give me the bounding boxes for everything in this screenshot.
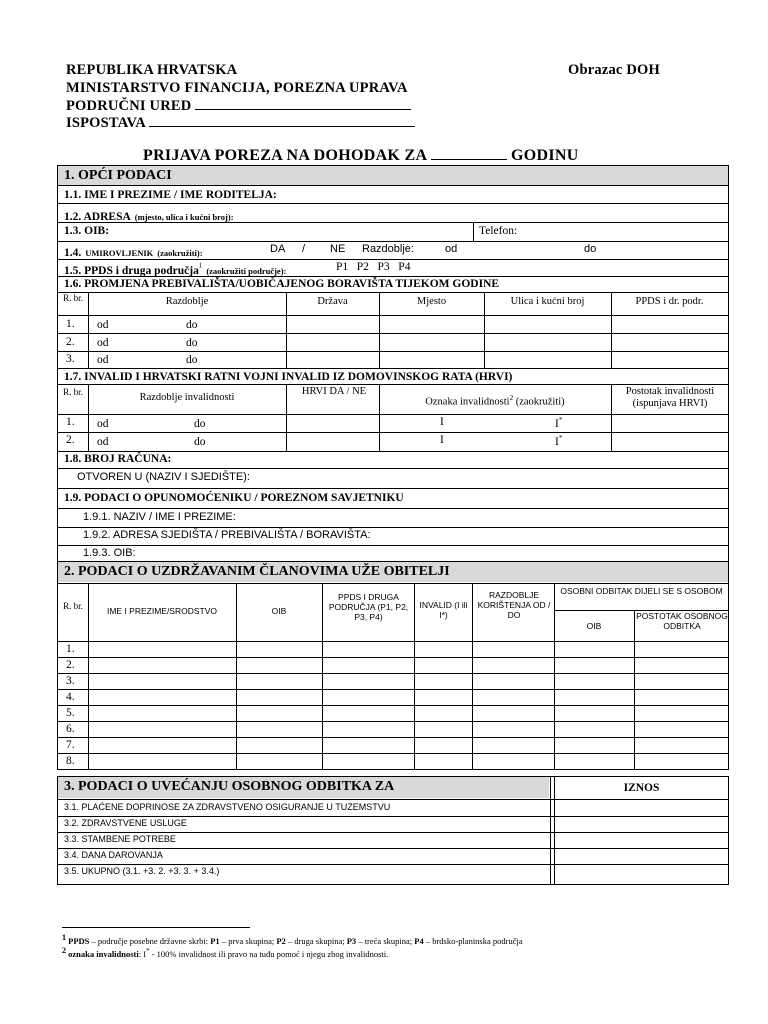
row-number: 2. [66, 659, 75, 671]
divider [57, 641, 729, 642]
row-do-label: do [186, 354, 198, 366]
fn1-text: – područje posebne državne skrbi: [89, 935, 211, 946]
col-header-razdoblje-koristenja: RAZDOBLJE KORIŠTENJA OD / DO [477, 590, 551, 620]
fn2-star: * [146, 947, 150, 955]
divider [57, 673, 729, 674]
row-zdravstvene-usluge: 3.2. ZDRAVSTVENE USLUGE [64, 818, 187, 828]
divider [473, 222, 474, 241]
title-suffix: GODINU [511, 147, 579, 164]
iznos-doprinosi-field[interactable] [556, 800, 727, 816]
year-field[interactable] [431, 146, 507, 160]
row-do-label: do [186, 319, 198, 331]
footnote-ref-1: 1 [198, 261, 203, 270]
row-number: 1. [66, 318, 75, 330]
header-ispostava [66, 114, 415, 132]
col-header-ulica: Ulica i kućni broj [510, 296, 585, 307]
fn2-text: : I [138, 948, 147, 959]
oznaka-istar-option[interactable] [555, 416, 562, 430]
col-header-osobni-odbitak: OSOBNI ODBITAK DIJELI SE S OSOBOM [560, 586, 723, 596]
footnote-2-num: 2 [62, 946, 66, 955]
ispostava-field[interactable] [149, 114, 415, 127]
divider [57, 276, 729, 277]
section-3-title: 3. PODACI O UVEĆANJU OSOBNOG ODBITKA ZA [64, 779, 395, 794]
row-doprinosi: 3.1. PLAĆENE DOPRINOSE ZA ZDRAVSTVENO OSIGURANJE U TUZEMSTVU [64, 802, 391, 812]
otvoren-u-field[interactable] [290, 469, 720, 487]
row-number: 8. [66, 755, 75, 767]
divider [57, 583, 729, 584]
label-adresa-sjedista: 1.9.2. ADRESA SJEDIŠTA / PREBIVALIŠTA / BORAVIŠTA: [83, 529, 371, 541]
label-ppds-note: (zaokružiti područje): [206, 266, 287, 276]
iznos-ukupno-field[interactable] [556, 865, 727, 883]
divider [286, 384, 287, 451]
col-header-mjesto: Mjesto [416, 296, 447, 307]
oznaka-text: Oznaka invalidnosti [425, 396, 510, 408]
telefon-field[interactable] [530, 223, 725, 240]
fn2-oznaka: oznaka invalidnosti [68, 948, 139, 959]
divider [57, 657, 729, 658]
divider [57, 414, 729, 415]
title-prefix: PRIJAVA POREZA NA DOHODAK ZA [143, 147, 427, 164]
istar-letter: I [555, 435, 559, 448]
istar-mark: * [558, 434, 563, 442]
row-number: 5. [66, 707, 75, 719]
col-header-oznaka [379, 392, 611, 406]
label-broj-racuna: 1.8. BROJ RAČUNA: [64, 453, 172, 465]
umirovljenik-do-field[interactable] [600, 242, 720, 258]
divider [57, 737, 729, 738]
label-razdoblje: Razdoblje: [362, 243, 414, 255]
row-do-label: do [194, 418, 206, 430]
label-ppds-text: 1.5. PPDS i druga područja [64, 265, 199, 277]
label-umirovljenik-note: (zaokružiti): [157, 248, 203, 258]
divider [322, 583, 323, 769]
label-oib-opunomocenika: 1.9.3. OIB: [83, 547, 136, 559]
footnote-ref-2: 2 [509, 394, 514, 402]
umirovljenik-od-field[interactable] [462, 242, 580, 258]
row-number: 3. [66, 675, 75, 687]
label-otvoren-u: OTVOREN U (NAZIV I SJEDIŠTE): [77, 471, 250, 483]
fn1-text: – treća skupina; [356, 935, 415, 946]
col-header-razdoblje: Razdoblje [165, 296, 209, 307]
row-ukupno: 3.5. UKUPNO (3.1. +3. 2. +3. 3. + 3.4.) [64, 866, 220, 876]
divider [57, 689, 729, 690]
iznos-header: IZNOS [623, 782, 660, 794]
podrucni-ured-field[interactable] [195, 97, 411, 110]
col-header-drzava: Država [317, 296, 348, 307]
label-ime-prezime: 1.1. IME I PREZIME / IME RODITELJA: [64, 189, 277, 201]
fn1-text: – druga skupina; [285, 935, 347, 946]
oznaka-istar-option[interactable] [555, 434, 562, 448]
row-number: 1. [66, 643, 75, 655]
label-adresa-note: (mjesto, ulica i kućni broj): [134, 212, 234, 222]
divider [57, 315, 729, 316]
col-header-oib: OIB [271, 606, 287, 616]
col-header-ppds: PPDS i dr. podr. [635, 296, 704, 307]
row-number: 2. [66, 434, 75, 446]
oib-field[interactable] [100, 223, 470, 240]
divider [57, 384, 729, 385]
label-adresa-text: 1.2. ADRESA [64, 211, 131, 223]
col-header-sub-postotak: POSTOTAK OSOBNOG ODBITKA [636, 611, 728, 631]
label-telefon: Telefon: [479, 225, 518, 237]
row-od-label: od [97, 436, 109, 448]
iznos-darovanja-field[interactable] [556, 849, 727, 864]
footnote-divider [62, 927, 250, 928]
col-header-ime-srodstvo: IME I PREZIME/SRODSTVO [106, 606, 218, 616]
footnote-1 [62, 933, 523, 946]
label-umirovljenik-text: UMIROVLJENIK [85, 248, 154, 258]
label-invalid-hrvi: 1.7. INVALID I HRVATSKI RATNI VOJNI INVALID IZ DOMOVINSKOG RATA (HRVI) [64, 371, 513, 383]
umirovljenik-da-option[interactable]: DA [270, 243, 286, 255]
col-header-rbr: R. br. [63, 601, 83, 611]
header-ispostava-label: ISPOSTAVA [66, 115, 146, 131]
section-2-title: 2. PODACI O UZDRŽAVANIM ČLANOVIMA UŽE OBITELJI [64, 564, 450, 579]
row-od-label: od [97, 337, 109, 349]
oznaka-note: (zaokružiti) [515, 396, 565, 408]
ppds-options[interactable]: P1 P2 P3 P4 [336, 261, 411, 273]
row-od-label: od [97, 418, 109, 430]
label-promjena-prebivalista: 1.6. PROMJENA PREBIVALIŠTA/UOBIČAJENOG BORAVIŠTA TIJEKOM GODINE [64, 278, 500, 290]
divider [57, 368, 729, 369]
row-stambene-potrebe: 3.3. STAMBENE POTREBE [64, 834, 176, 844]
row-number: 3. [66, 353, 75, 365]
opunomocenik-oib-field[interactable] [140, 546, 720, 562]
label-oib: 1.3. OIB: [64, 225, 110, 237]
fn1-p2: P2 [276, 935, 286, 946]
row-number: 4. [66, 691, 75, 703]
col-header-invalid: INVALID (I ili I*) [419, 600, 468, 620]
opunomocenik-adresa-field[interactable] [420, 528, 720, 544]
footnote-2 [62, 946, 388, 959]
form-code: Obrazac DOH [568, 62, 661, 78]
col-header-razdoblje-invalidnosti: Razdoblje invalidnosti [139, 392, 235, 403]
divider [57, 259, 729, 260]
divider [550, 776, 551, 885]
col-header-rbr: R. br. [63, 387, 83, 397]
divider [57, 488, 729, 489]
ime-prezime-field[interactable] [320, 186, 720, 203]
row-do-label: do [186, 337, 198, 349]
divider [57, 432, 729, 433]
row-od-label: od [97, 319, 109, 331]
header-podrucni-ured [66, 97, 411, 115]
header-ministry-line2: MINISTARSTVO FINANCIJA, POREZNA UPRAVA [66, 80, 408, 96]
col-header-sub-oib: OIB [586, 621, 602, 631]
fn1-p3: P3 [346, 935, 357, 946]
divider [57, 333, 729, 334]
divider [472, 583, 473, 769]
fn1-p4: P4 [414, 935, 424, 946]
slash-separator: / [302, 243, 306, 255]
fn1-text: – prva skupina; [219, 935, 277, 946]
col-header-postotak: Postotak invalidnosti (ispunjava HRVI) [625, 386, 715, 409]
label-do: do [584, 243, 597, 255]
istar-mark: * [558, 416, 563, 424]
row-number: 1. [66, 416, 75, 428]
row-do-label: do [194, 436, 206, 448]
iznos-zdravstvene-usluge-field[interactable] [556, 817, 727, 832]
header-ministry-line1: REPUBLIKA HRVATSKA [66, 62, 238, 78]
section-1-title: 1. OPĆI PODACI [64, 168, 172, 183]
opunomocenik-naziv-field[interactable] [260, 509, 720, 526]
label-od: od [445, 243, 458, 255]
label-14-num: 1.4. [64, 247, 82, 259]
fn1-p1: P1 [210, 935, 220, 946]
row-number: 6. [66, 723, 75, 735]
umirovljenik-ne-option[interactable]: NE [330, 243, 346, 255]
divider [57, 351, 729, 352]
divider [57, 451, 729, 452]
header-podrucni-ured-label: PODRUČNI URED [66, 98, 192, 114]
row-od-label: od [97, 354, 109, 366]
oznaka-i-option[interactable]: I [440, 434, 444, 446]
fn2-text: - 100% invalidnost ili pravo na tuđu pomoć i njegu zbog invalidnosti. [149, 948, 389, 959]
col-header-ppds: PPDS I DRUGA PODRUČJA (P1, P2, P3, P4) [328, 592, 409, 622]
divider [57, 292, 729, 293]
footnote-1-num: 1 [62, 933, 66, 942]
row-darovanja: 3.4. DANA DAROVANJA [64, 850, 163, 860]
divider [414, 583, 415, 769]
divider [57, 705, 729, 706]
row-number: 2. [66, 336, 75, 348]
label-opunomocenik: 1.9. PODACI O OPUNOMOĆENIKU / POREZNOM SAVJETNIKU [64, 492, 404, 504]
page-title [143, 146, 579, 165]
col-header-rbr: R. br. [63, 293, 83, 303]
col-header-hrvi: HRVI DA / NE [301, 386, 367, 397]
iznos-stambene-potrebe-field[interactable] [556, 833, 727, 848]
divider [57, 753, 729, 754]
divider [57, 721, 729, 722]
adresa-field[interactable] [270, 204, 720, 222]
oznaka-i-option[interactable]: I [440, 416, 444, 428]
row-number: 7. [66, 739, 75, 751]
istar-letter: I [555, 417, 559, 430]
label-naziv: 1.9.1. NAZIV / IME I PREZIME: [83, 511, 236, 523]
fn1-text: – brdsko-planinska područja [423, 935, 523, 946]
fn1-ppds: PPDS [68, 935, 90, 946]
